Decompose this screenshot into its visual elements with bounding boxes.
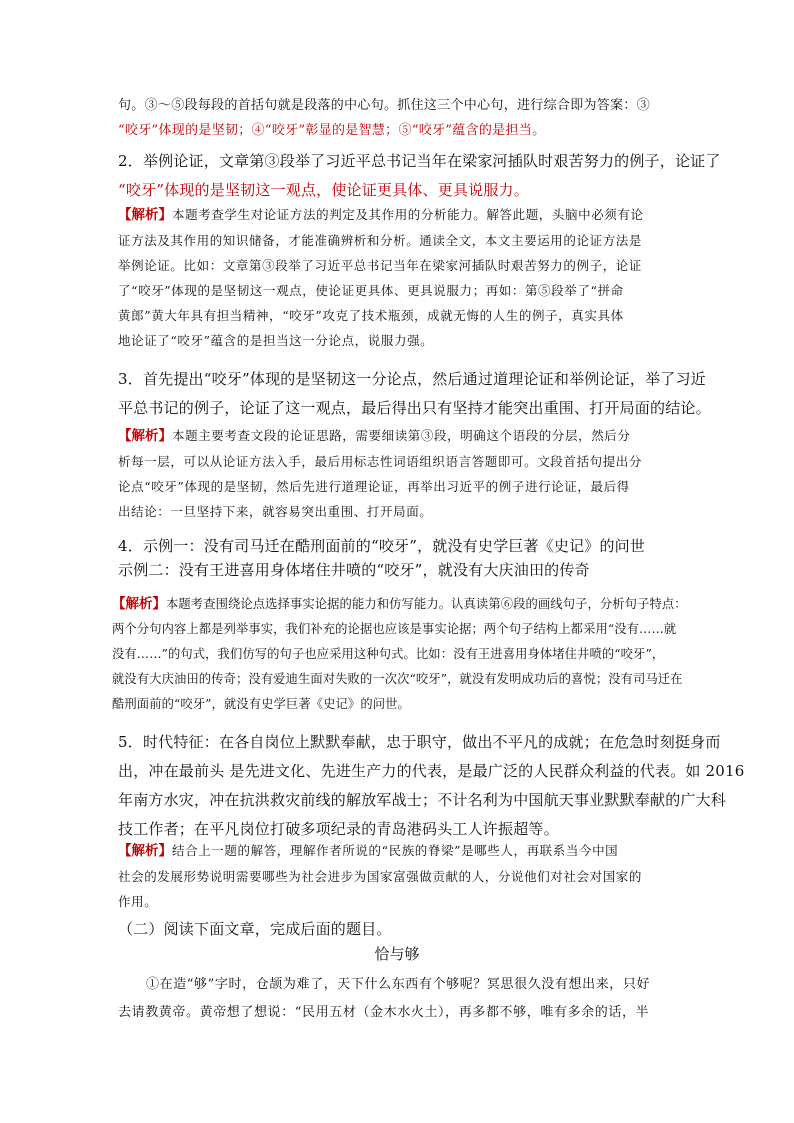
explain-line: 举例论证。比如：文章第③段举了习近平总书记当年在梁家河插队时艰苦努力的例子，论证 [118, 258, 643, 273]
q5-answer [118, 728, 745, 844]
q2-answer-line: 2．举例论证，文章第③段举了习近平总书记当年在梁家河插队时艰苦努力的例子，论证了 [118, 152, 721, 170]
q5-answer-line: 5．时代特征：在各自岗位上默默奉献，忠于职守，做出不平凡的成就；在危急时刻挺身而 [118, 733, 721, 751]
explain-line: 黄郎”黄大年具有担当精神，“咬牙”攻克了技术瓶颈，成就无悔的人生的例子，真实具体 [118, 308, 624, 323]
q3-explanation [118, 423, 678, 524]
section-heading: （二）阅读下面文章，完成后面的题目。 [118, 920, 392, 938]
explain-line: 析每一层，可以从论证方法入手，最后用标志性词语组织语言答题即可。文段首括句提出分 [118, 454, 643, 469]
article-body [118, 971, 684, 1027]
q1-answer-tail [118, 93, 678, 143]
explain-line: 本题考查围绕论点选择事实论据的能力和仿写能力。认真读第⑥段的画线句子，分析句子特点： [166, 597, 687, 611]
explain-line: 本题考查学生对论证方法的判定及其作用的分析能力。解答此题，头脑中必须有论 [172, 207, 644, 222]
explain-line: 社会的发展形势说明需要哪些为社会进步为国家富强做贡献的人，分说他们对社会对国家的 [118, 869, 643, 884]
q2-answer [118, 147, 721, 205]
explain-line: 两个分句内容上都是列举事实，我们补充的论据也应该是事实论据；两个句子结构上都采用“没有……就 [112, 622, 677, 636]
q5-answer-line: 年南方水灾，冲在抗洪救灾前线的解放军战士；不计名利为中国航天事业默默奉献的广大科 [118, 791, 727, 809]
q5-answer-line: 技工作者；在平凡岗位打破多项纪录的青岛港码头工人许振超等。 [118, 820, 559, 838]
q1-line-2: “咬牙”体现的是坚韧；④“咬牙”彰显的是智慧；⑤“咬牙”蕴含的是担当。 [118, 123, 546, 138]
article-line: ①在造“够”字时，仓颉为难了，天下什么东西有个够呢？冥思很久没有想出来，只好 [146, 977, 651, 992]
explain-line: 结合上一题的解答，理解作者所说的“民族的脊梁”是哪些人，再联系当今中国 [172, 843, 619, 858]
explain-line: 本题主要考查文段的论证思路，需要细读第③段，明确这个语段的分层，然后分 [172, 428, 631, 443]
explain-line: 酷刑面前的“咬牙”，就没有史学巨著《史记》的问世。 [112, 697, 410, 711]
q4-answer [118, 534, 678, 582]
explain-line: 没有……”的句式，我们仿写的句子也应采用这种句式。比如：没有王进喜用身体堵住井喷的“咬牙”， [112, 647, 665, 661]
q1-line-1: 句。③～⑤段每段的首括句就是段落的中心句。抓住这三个中心句，进行综合即为答案：③ [118, 98, 651, 113]
q3-answer-line: 3．首先提出“咬牙”体现的是坚韧这一分论点，然后通过道理论证和举例论证，举了习近 [118, 370, 706, 388]
explain-line: 地论证了“咬牙”蕴含的是担当这一分论点，说服力强。 [118, 333, 434, 348]
q5-answer-line: 出，冲在最前头 是先进文化、先进生产力的代表，是最广泛的人民群众利益的代表。如 2016 [118, 762, 745, 780]
q3-answer-line: 平总书记的例子，论证了这一观点，最后得出只有坚持才能突出重围、打开局面的结论。 [118, 399, 711, 417]
explanation-tag: 【解析】 [118, 843, 172, 859]
explain-line: 出结论：一旦坚持下来，就容易突出重围、打开局面。 [118, 504, 433, 519]
explain-line: 证方法及其作用的知识储备，才能准确辨析和分析。通读全文，本文主要运用的论证方法是 [118, 233, 643, 248]
explanation-tag: 【解析】 [118, 428, 172, 444]
q4-answer-line: 示例二：没有王进喜用身体堵住井喷的“咬牙”，就没有大庆油田的传奇 [118, 561, 590, 579]
explanation-tag: 【解析】 [118, 207, 172, 223]
q3-answer [118, 365, 711, 423]
q2-explanation [118, 202, 678, 353]
article-title: 恰与够 [374, 945, 420, 963]
q2-answer-line: “咬牙”体现的是坚韧这一观点，使论证更具体、更具说服力。 [118, 181, 529, 199]
explanation-tag: 【解析】 [112, 596, 166, 612]
explain-line: 论点“咬牙”体现的是坚韧，然后先进行道理论证，再举出习近平的例子进行论证，最后得 [118, 479, 630, 494]
explain-line: 了“咬牙”体现的是坚韧这一观点，使论证更具体、更具说服力；再如：第⑤段举了“拼命 [118, 283, 624, 298]
article-line: 去请教黄帝。黄帝想了想说：“民用五材（金木水火土），再多都不够，唯有多余的话，半 [118, 1005, 650, 1020]
explain-line: 就没有大庆油田的传奇；没有爱迪生面对失败的一次次“咬牙”，就没有发明成功后的喜悦；没有司马迁在 [112, 672, 683, 686]
q4-answer-line: 4．示例一：没有司马迁在酷刑面前的“咬牙”，就没有史学巨著《史记》的问世 [118, 537, 646, 555]
q5-explanation [118, 838, 678, 914]
q4-explanation [112, 592, 692, 717]
explain-line: 作用。 [118, 894, 158, 909]
